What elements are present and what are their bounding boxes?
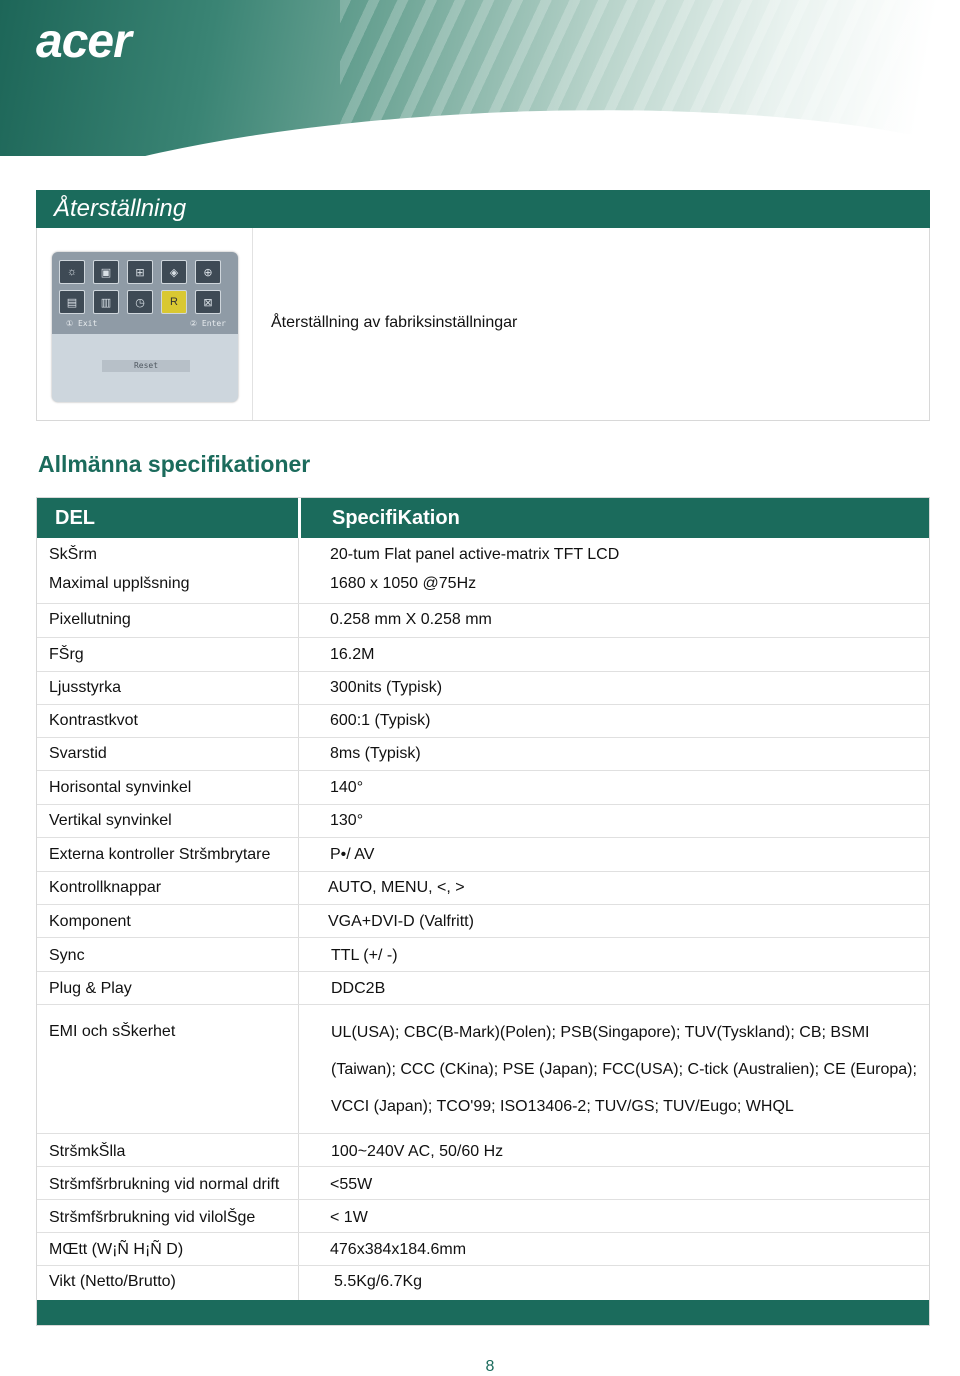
- header-banner: [0, 0, 960, 156]
- table-row: FŠrg 16.2M: [37, 638, 929, 672]
- clock-icon: ◷: [127, 290, 153, 314]
- osd-reset-screenshot: [52, 252, 238, 402]
- header-separator: [298, 498, 301, 538]
- table-row: Stršmfšrbrukning vid normal drift <55W: [37, 1167, 929, 1200]
- table-row: Ljusstyrka 300nits (Typisk): [37, 672, 929, 705]
- reset-section-title: Återställning: [36, 190, 930, 228]
- table-row: Horisontal synvinkel 140°: [37, 771, 929, 805]
- specs-table: [36, 497, 930, 1326]
- display-icon: ▣: [93, 260, 119, 284]
- table-row: Pixellutning 0.258 mm X 0.258 mm: [37, 604, 929, 638]
- col-header-spec: SpecifiKation: [332, 507, 460, 529]
- table-row: Externa kontroller Stršmbrytare P•/ AV: [37, 838, 929, 872]
- table-row: Stršmfšrbrukning vid vilolŠge < 1W: [37, 1200, 929, 1233]
- exit-icon: ⊠: [195, 290, 221, 314]
- table-row: Svarstid 8ms (Typisk): [37, 738, 929, 771]
- table-row: Plug & Play DDC2B: [37, 972, 929, 1005]
- osd-menu-panel: [52, 252, 238, 334]
- brightness-icon: ☼: [59, 260, 85, 284]
- acer-logo: acer: [36, 15, 131, 68]
- page-number: 8: [485, 1358, 495, 1375]
- language-icon: ⊕: [195, 260, 221, 284]
- osd-reset-label: Reset: [102, 360, 190, 372]
- osd-exit-label: ① Exit: [66, 319, 98, 328]
- table-row: Kontrastkvot 600:1 (Typisk): [37, 705, 929, 738]
- info-icon: ▤: [59, 290, 85, 314]
- table-row: StršmkŠlla 100~240V AC, 50/60 Hz: [37, 1134, 929, 1167]
- table-row: MŒtt (W¡Ñ H¡Ñ D) 476x384x184.6mm: [37, 1233, 929, 1266]
- specs-table-header: [37, 498, 929, 538]
- position-icon: ⊞: [127, 260, 153, 284]
- table-row: EMI och sŠkerhet UL(USA); CBC(B-Mark)(Polen); PSB(Singapore); TUV(Tyskland); CB; BSMI (Taiwan); CCC (CKina); PSE (Japan); FCC(USA); C-tick (Australien); CE (Europa); VCCI (Japan); TCO'99; ISO13406-2; TUV/GS; TUV/Eugo; WHQL: [37, 1005, 929, 1134]
- table-row: Vikt (Netto/Brutto) 5.5Kg/6.7Kg: [49, 1273, 423, 1290]
- table-row: Sync TTL (+/ -): [37, 938, 929, 972]
- osd-icon-grid: [59, 260, 231, 314]
- reset-description: Återställning av fabriksinställningar: [271, 314, 518, 331]
- col-header-del: DEL: [55, 507, 95, 529]
- osd-menu-icon: ▥: [93, 290, 119, 314]
- table-row: SkŠrm 20-tum Flat panel active-matrix TFT LCD: [49, 546, 620, 563]
- table-row: Komponent VGA+DVI-D (Valfritt): [37, 905, 929, 938]
- reset-column-divider: [252, 228, 253, 420]
- table-row: Vertikal synvinkel 130°: [37, 805, 929, 838]
- color-icon: ◈: [161, 260, 187, 284]
- osd-enter-label: ② Enter: [189, 319, 226, 328]
- table-row: Maximal upplšsning 1680 x 1050 @75Hz: [37, 568, 929, 604]
- specs-heading: Allmänna specifikationer: [38, 451, 311, 477]
- reset-section-box: [36, 228, 930, 421]
- specs-table-footer-bar: [37, 1300, 929, 1325]
- table-row: Kontrollknappar AUTO, MENU, <, >: [37, 872, 929, 905]
- reset-icon: R: [161, 290, 187, 314]
